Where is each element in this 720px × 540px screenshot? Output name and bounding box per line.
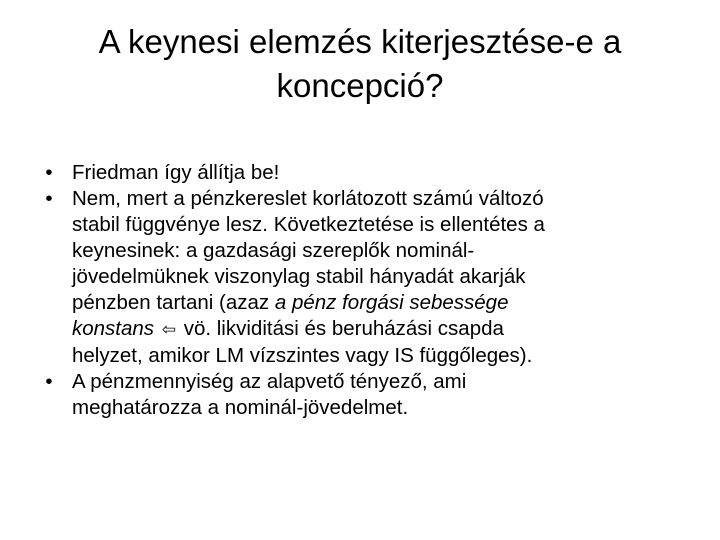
bullet-2-line-5 [72,290,690,316]
bullet-item-1 [30,160,690,186]
bullet-2-line-1: Nem, mert a pénzkereslet korlátozott számú változó [72,187,544,210]
bullet-3-line-2: meghatározza a nominál-jövedelmet. [72,396,409,419]
bullet-marker: • [45,187,53,210]
bullet-text [72,160,690,186]
bullet-text [72,369,690,421]
bullet-3-line-1: A pénzmennyiség az alapvető tényező, ami [72,370,467,393]
bullet-1-line-1: Friedman így állítja be! [72,161,280,184]
bullet-2-line-6-italic: konstans [72,317,155,340]
bullet-item-2 [30,186,690,369]
bullet-item-3 [30,369,690,421]
bullet-2-line-6-normal: vö. likviditási és beruházási csapda [178,317,504,340]
bullet-list [30,160,690,421]
title-line-1: A keynesi elemzés kiterjesztése-e a [98,23,622,60]
bullet-marker: • [45,161,53,184]
bullet-2-line-6 [72,316,690,343]
bullet-text [72,186,690,369]
bullet-2-line-7: helyzet, amikor LM vízszintes vagy IS függőleges). [72,344,533,367]
bullet-2-line-4: jövedelmüknek viszonylag stabil hányadát akarják [72,265,526,288]
bullet-2-line-2: stabil függvénye lesz. Következtetése is ellentétes a [72,213,545,236]
title-line-2: koncepció? [276,67,444,104]
slide-title [40,20,680,108]
bullet-marker: • [45,370,53,393]
bullet-2-line-3: keynesinek: a gazdasági szereplők nominál- [72,239,475,262]
bullet-2-line-5-italic: a pénz forgási sebessége [274,291,509,314]
bullet-2-line-5-normal: pénzben tartani (azaz [72,291,275,314]
left-right-arrow-icon: ⇦ [161,320,177,340]
